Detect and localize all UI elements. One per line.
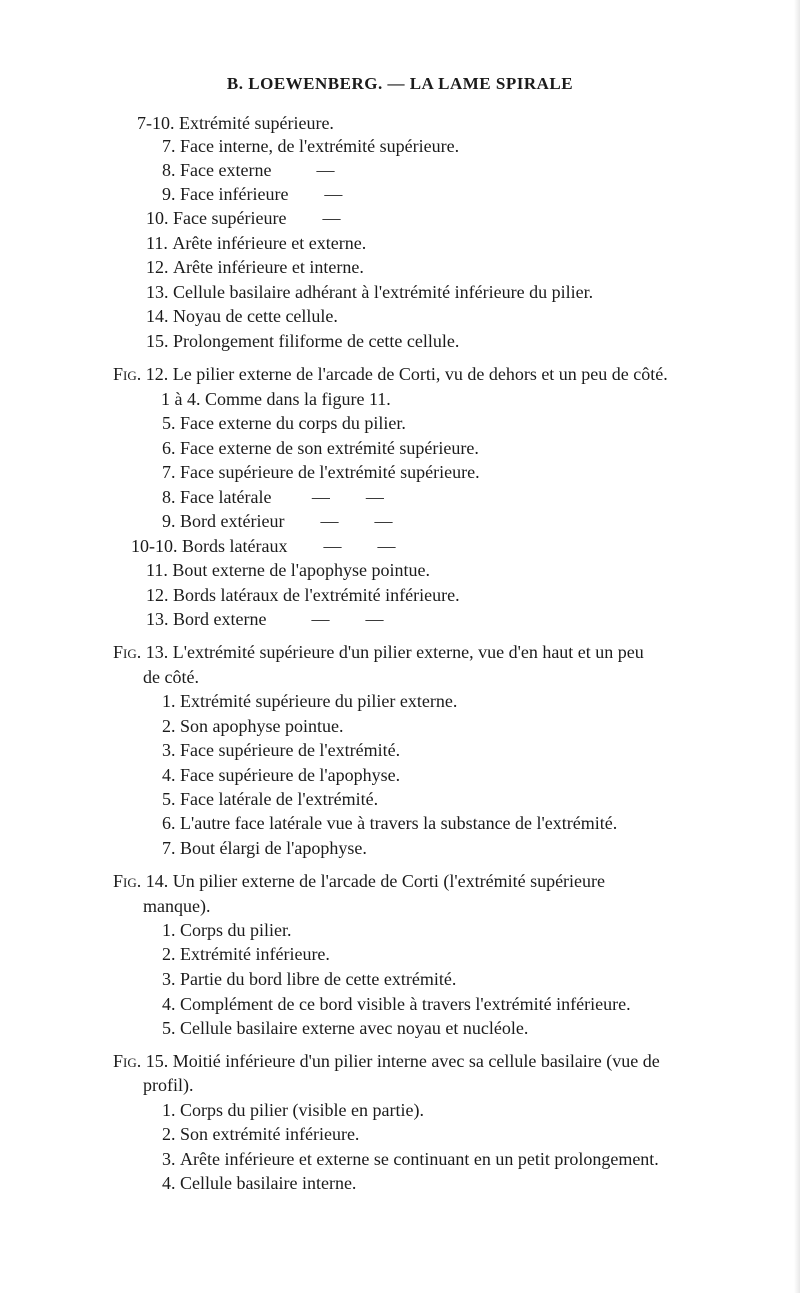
legend-item (162, 1099, 424, 1121)
caption-continuation: manque). (143, 896, 211, 916)
legend-item (162, 510, 392, 532)
legend-number: 5. (162, 1018, 180, 1038)
caption-continuation: de côté. (143, 667, 199, 687)
legend-item (162, 1123, 359, 1145)
legend-item (162, 1172, 356, 1194)
figure-label: Fig. 15. (113, 1051, 173, 1071)
legend-number: 12. (146, 585, 173, 605)
legend-item (162, 1148, 659, 1170)
legend-text: Cellule basilaire adhérant à l'extrémité inférieure du pilier. (173, 282, 594, 302)
figure-label: Fig. 12. (113, 364, 173, 384)
figure-caption (113, 641, 644, 663)
legend-number: 9. (162, 511, 180, 531)
legend-text: Corps du pilier. (180, 920, 292, 940)
legend-text: Arête inférieure et externe. (172, 233, 367, 253)
legend-item (146, 584, 460, 606)
figure-caption-text: Un pilier externe de l'arcade de Corti (l'extrémité supérieure (172, 871, 606, 891)
legend-text: Son apophyse pointue. (180, 716, 344, 736)
figure-caption (113, 870, 605, 892)
legend-text: Cellule basilaire externe avec noyau et nucléole. (180, 1018, 529, 1038)
figure-caption (113, 363, 668, 385)
legend-text: L'autre face latérale vue à travers la substance de l'extrémité. (180, 813, 618, 833)
legend-number: 2. (162, 944, 180, 964)
legend-number: 3. (162, 740, 180, 760)
legend-text: Extrémité supérieure. (179, 113, 334, 133)
legend-text: Complément de ce bord visible à travers l'extrémité inférieure. (180, 994, 631, 1014)
legend-text: Face supérieure de l'extrémité. (180, 740, 401, 760)
legend-item (162, 764, 400, 786)
legend-item (137, 112, 334, 134)
legend-number: 6. (162, 438, 180, 458)
legend-number: 4. (162, 1173, 180, 1193)
legend-text: Arête inférieure et externe se continuant en un petit prolongement. (180, 1149, 659, 1169)
legend-item (162, 486, 384, 508)
legend-item (161, 388, 391, 410)
figure-caption-text: Le pilier externe de l'arcade de Corti, vu de dehors et un peu de côté. (172, 364, 668, 384)
page-edge-shadow (794, 0, 800, 1293)
legend-number: 6. (162, 813, 180, 833)
legend-number: 14. (146, 306, 173, 326)
legend-text: Extrémité supérieure du pilier externe. (180, 691, 458, 711)
legend-item (162, 739, 400, 761)
legend-item (162, 993, 631, 1015)
legend-number: 11. (146, 560, 173, 580)
legend-text: Face latérale — — (180, 487, 384, 507)
legend-item (146, 256, 364, 278)
legend-item (162, 135, 459, 157)
legend-number: 13. (146, 282, 173, 302)
legend-item (146, 232, 366, 254)
legend-item (162, 919, 292, 941)
caption-continuation: profil). (143, 1075, 194, 1095)
legend-number: 2. (162, 1124, 180, 1144)
legend-item (146, 281, 593, 303)
legend-text: Noyau de cette cellule. (173, 306, 338, 326)
legend-text: Cellule basilaire interne. (180, 1173, 357, 1193)
legend-item (162, 968, 456, 990)
legend-number: 4. (162, 994, 180, 1014)
legend-text: Face supérieure — (173, 208, 341, 228)
legend-text: Bords latéraux de l'extrémité inférieure. (173, 585, 460, 605)
legend-text: Bord extérieur — — (180, 511, 393, 531)
legend-number: 7-10. (137, 113, 179, 133)
figure-caption-text: L'extrémité supérieure d'un pilier externe, vue d'en haut et un peu (172, 642, 644, 662)
legend-number: 8. (162, 487, 180, 507)
legend-item (162, 461, 480, 483)
legend-number: 10. (146, 208, 173, 228)
legend-text: Face supérieure de l'extrémité supérieure. (180, 462, 480, 482)
legend-item (146, 559, 430, 581)
legend-item (162, 943, 330, 965)
legend-item (146, 207, 340, 229)
legend-item (162, 837, 367, 859)
legend-number: 15. (146, 331, 173, 351)
legend-text: Son extrémité inférieure. (180, 1124, 360, 1144)
legend-number: 12. (146, 257, 173, 277)
legend-text: Arête inférieure et interne. (173, 257, 364, 277)
legend-item (146, 305, 338, 327)
legend-number: 4. (162, 765, 180, 785)
legend-item (162, 1017, 528, 1039)
legend-item (131, 535, 395, 557)
legend-text: Comme dans la figure 11. (205, 389, 391, 409)
legend-number: 5. (162, 413, 180, 433)
legend-number: 2. (162, 716, 180, 736)
legend-number: 13. (146, 609, 173, 629)
legend-number: 10-10. (131, 536, 182, 556)
legend-text: Extrémité inférieure. (180, 944, 330, 964)
legend-item (162, 159, 334, 181)
legend-text: Corps du pilier (visible en partie). (180, 1100, 424, 1120)
legend-item (146, 608, 383, 630)
legend-number: 8. (162, 160, 180, 180)
legend-item (162, 812, 617, 834)
figure-caption (113, 1050, 660, 1072)
legend-number: 11. (146, 233, 173, 253)
legend-text: Bout élargi de l'apophyse. (180, 838, 367, 858)
legend-number: 1 à 4. (161, 389, 205, 409)
legend-number: 9. (162, 184, 180, 204)
legend-text: Face interne, de l'extrémité supérieure. (180, 136, 460, 156)
running-header: B. LOEWENBERG. — LA LAME SPIRALE (226, 74, 574, 93)
legend-text: Prolongement filiforme de cette cellule. (173, 331, 460, 351)
legend-number: 7. (162, 838, 180, 858)
legend-text: Face externe du corps du pilier. (180, 413, 406, 433)
legend-text: Face externe — (180, 160, 335, 180)
legend-text: Face inférieure — (180, 184, 343, 204)
legend-number: 7. (162, 136, 180, 156)
legend-text: Face latérale de l'extrémité. (180, 789, 379, 809)
figure-caption-text: Moitié inférieure d'un pilier interne avec sa cellule basilaire (vue de (172, 1051, 660, 1071)
legend-item (146, 330, 459, 352)
legend-text: Partie du bord libre de cette extrémité. (180, 969, 457, 989)
legend-text: Face supérieure de l'apophyse. (180, 765, 401, 785)
legend-number: 1. (162, 920, 180, 940)
legend-item (162, 437, 479, 459)
legend-number: 5. (162, 789, 180, 809)
legend-text: Face externe de son extrémité supérieure. (180, 438, 479, 458)
legend-item (162, 690, 457, 712)
legend-item (162, 412, 406, 434)
legend-number: 3. (162, 969, 180, 989)
legend-item (162, 715, 344, 737)
figure-label: Fig. 14. (113, 871, 173, 891)
legend-number: 3. (162, 1149, 180, 1169)
legend-number: 7. (162, 462, 180, 482)
legend-text: Bout externe de l'apophyse pointue. (172, 560, 431, 580)
figure-label: Fig. 13. (113, 642, 173, 662)
legend-item (162, 788, 378, 810)
legend-number: 1. (162, 691, 180, 711)
legend-number: 1. (162, 1100, 180, 1120)
legend-text: Bords latéraux — — (182, 536, 396, 556)
legend-item (162, 183, 342, 205)
legend-text: Bord externe — — (173, 609, 384, 629)
